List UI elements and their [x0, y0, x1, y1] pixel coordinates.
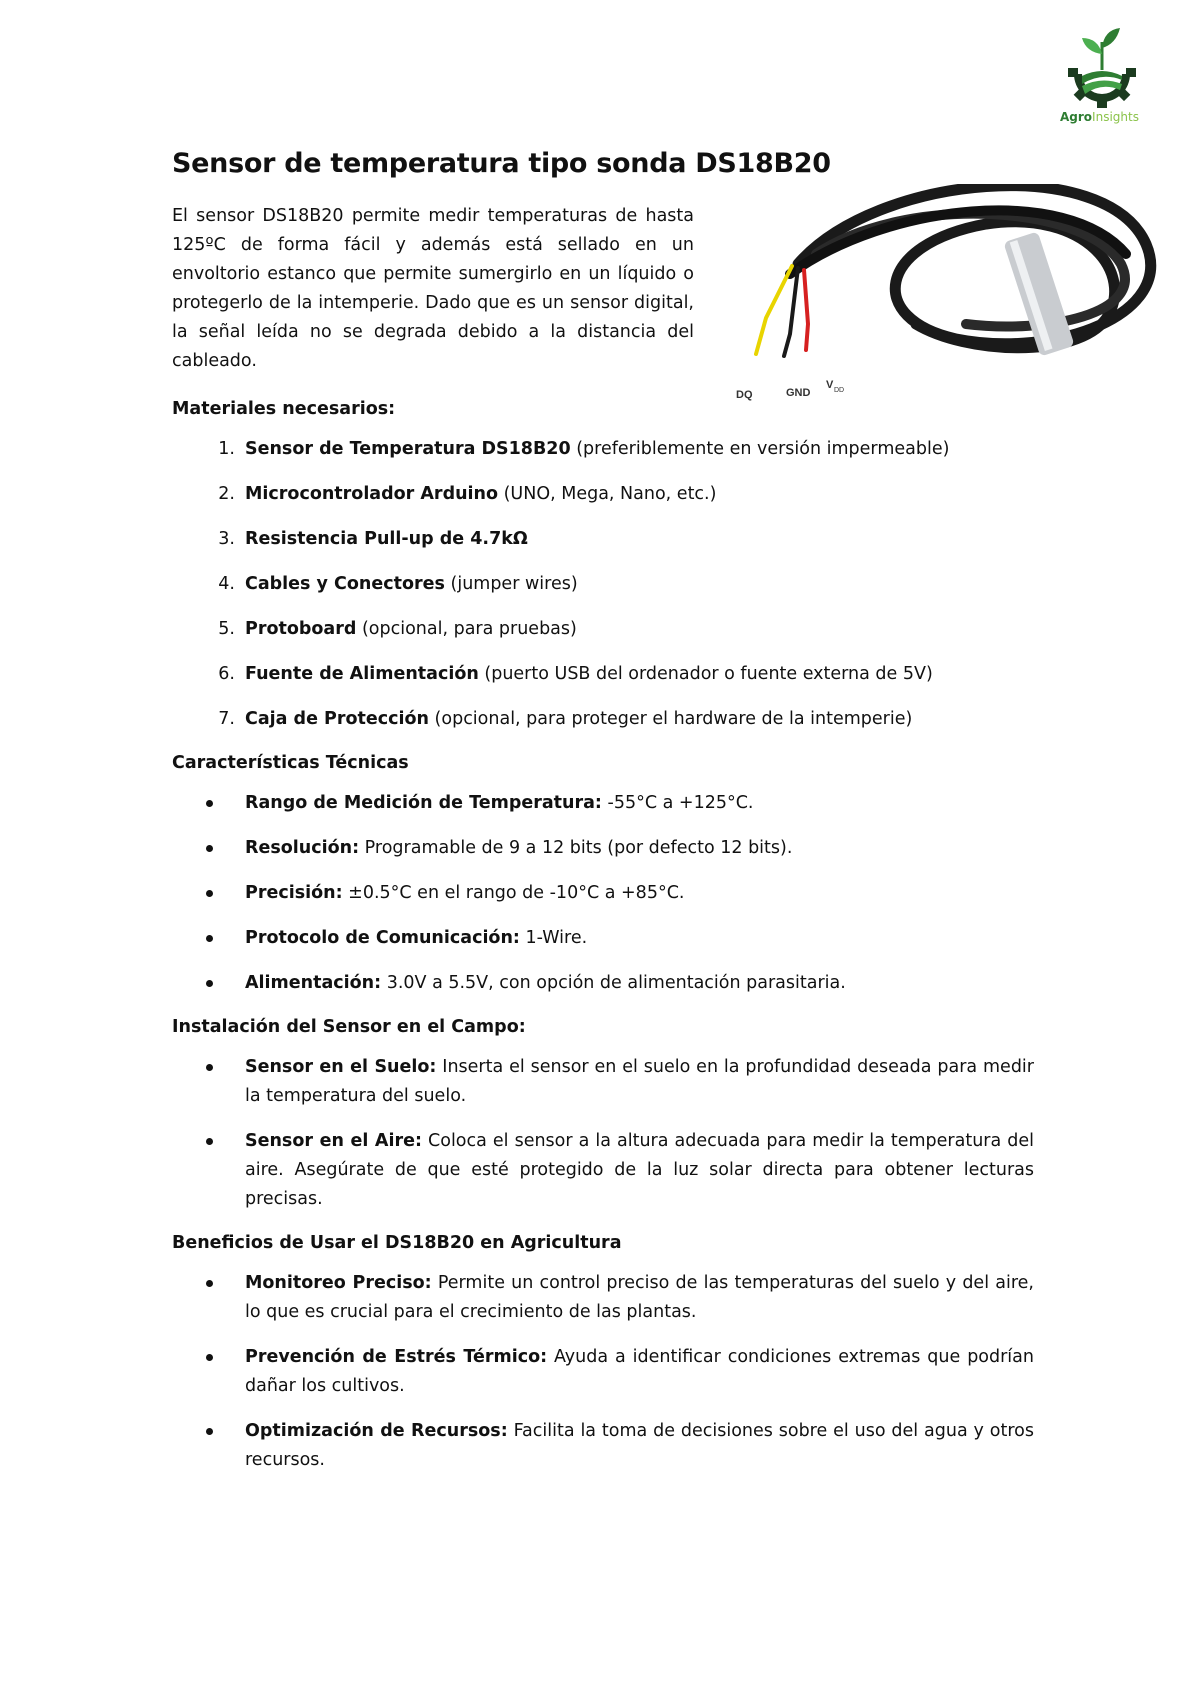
- item-number: 6.: [218, 664, 235, 684]
- bullet-icon: [206, 1280, 213, 1287]
- label-dq: DQ: [736, 389, 753, 401]
- installation-item: Sensor en el Aire: Coloca el sensor a la altura adecuada para medir la temperatura del aire. Asegúrate de que esté protegido de la luz solar directa para obtener lecturas precisas.: [172, 1127, 1034, 1214]
- probe-tip: [1003, 231, 1074, 356]
- item-number: 4.: [218, 574, 235, 594]
- item-number: 2.: [218, 484, 235, 504]
- benefit-item: Optimización de Recursos: Facilita la toma de decisiones sobre el uso del agua y otros recursos.: [172, 1417, 1034, 1475]
- material-item: 3. Resistencia Pull-up de 4.7kΩ: [172, 525, 1034, 554]
- installation-item: Sensor en el Suelo: Inserta el sensor en el suelo en la profundidad deseada para medir la temperatura del suelo.: [172, 1053, 1034, 1111]
- label-gnd: GND: [786, 387, 811, 399]
- bullet-icon: [206, 800, 213, 807]
- logo-gear-icon: [1068, 68, 1136, 108]
- label-vdd: V: [826, 379, 834, 391]
- label-vdd-sub: DD: [834, 387, 845, 394]
- bullet-icon: [206, 1354, 213, 1361]
- bullet-icon: [206, 1138, 213, 1145]
- spec-item: Alimentación: 3.0V a 5.5V, con opción de alimentación parasitaria.: [172, 969, 1034, 998]
- intro-paragraph: El sensor DS18B20 permite medir temperaturas de hasta 125ºC de forma fácil y además está sellado en un envoltorio estanco que permite sumergirlo en un líquido o protegerlo de la intemperie. Dado que es un sensor digital, la señal leída no se degrada debido a la distancia del cableado.: [172, 206, 694, 371]
- spec-item: Rango de Medición de Temperatura: -55°C a +125°C.: [172, 789, 1034, 818]
- spec-item: Protocolo de Comunicación: 1-Wire.: [172, 924, 1034, 953]
- benefit-item: Prevención de Estrés Térmico: Ayuda a identificar condiciones extremas que podrían dañar los cultivos.: [172, 1343, 1034, 1401]
- spec-item: Precisión: ±0.5°C en el rango de -10°C a +85°C.: [172, 879, 1034, 908]
- benefit-item: Monitoreo Preciso: Permite un control preciso de las temperaturas del suelo y del aire, lo que es crucial para el crecimiento de las plantas.: [172, 1269, 1034, 1327]
- page-title: Sensor de temperatura tipo sonda DS18B20: [172, 148, 831, 179]
- benefits-list: [172, 1269, 1034, 1475]
- material-item: 4. Cables y Conectores (jumper wires): [172, 570, 1034, 599]
- spec-item: Resolución: Programable de 9 a 12 bits (por defecto 12 bits).: [172, 834, 1034, 863]
- bullet-icon: [206, 935, 213, 942]
- material-item: 7. Caja de Protección (opcional, para proteger el hardware de la intemperie): [172, 705, 1034, 734]
- logo-wordmark: AgroInsights: [1060, 110, 1139, 124]
- material-item: 1. Sensor de Temperatura DS18B20 (preferiblemente en versión impermeable): [172, 435, 1034, 464]
- bullet-icon: [206, 845, 213, 852]
- logo-sprout-icon: [1082, 28, 1120, 70]
- bullet-icon: [206, 1428, 213, 1435]
- item-number: 3.: [218, 529, 235, 549]
- benefits-heading: Beneficios de Usar el DS18B20 en Agricultura: [172, 1233, 622, 1253]
- materials-list: [172, 435, 1034, 734]
- material-item: 6. Fuente de Alimentación (puerto USB del ordenador o fuente externa de 5V): [172, 660, 1034, 689]
- specs-list: [172, 789, 1034, 998]
- item-number: 7.: [218, 709, 235, 729]
- item-number: 5.: [218, 619, 235, 639]
- bullet-icon: [206, 890, 213, 897]
- materials-heading: Materiales necesarios:: [172, 399, 396, 419]
- ds18b20-probe-image: [726, 184, 1166, 408]
- material-item: 5. Protoboard (opcional, para pruebas): [172, 615, 1034, 644]
- bullet-icon: [206, 980, 213, 987]
- installation-heading: Instalación del Sensor en el Campo:: [172, 1017, 526, 1037]
- bullet-icon: [206, 1064, 213, 1071]
- main-content: [172, 396, 1034, 1491]
- item-number: 1.: [218, 439, 235, 459]
- installation-list: [172, 1053, 1034, 1214]
- material-item: 2. Microcontrolador Arduino (UNO, Mega, Nano, etc.): [172, 480, 1034, 509]
- specs-heading: Características Técnicas: [172, 753, 409, 773]
